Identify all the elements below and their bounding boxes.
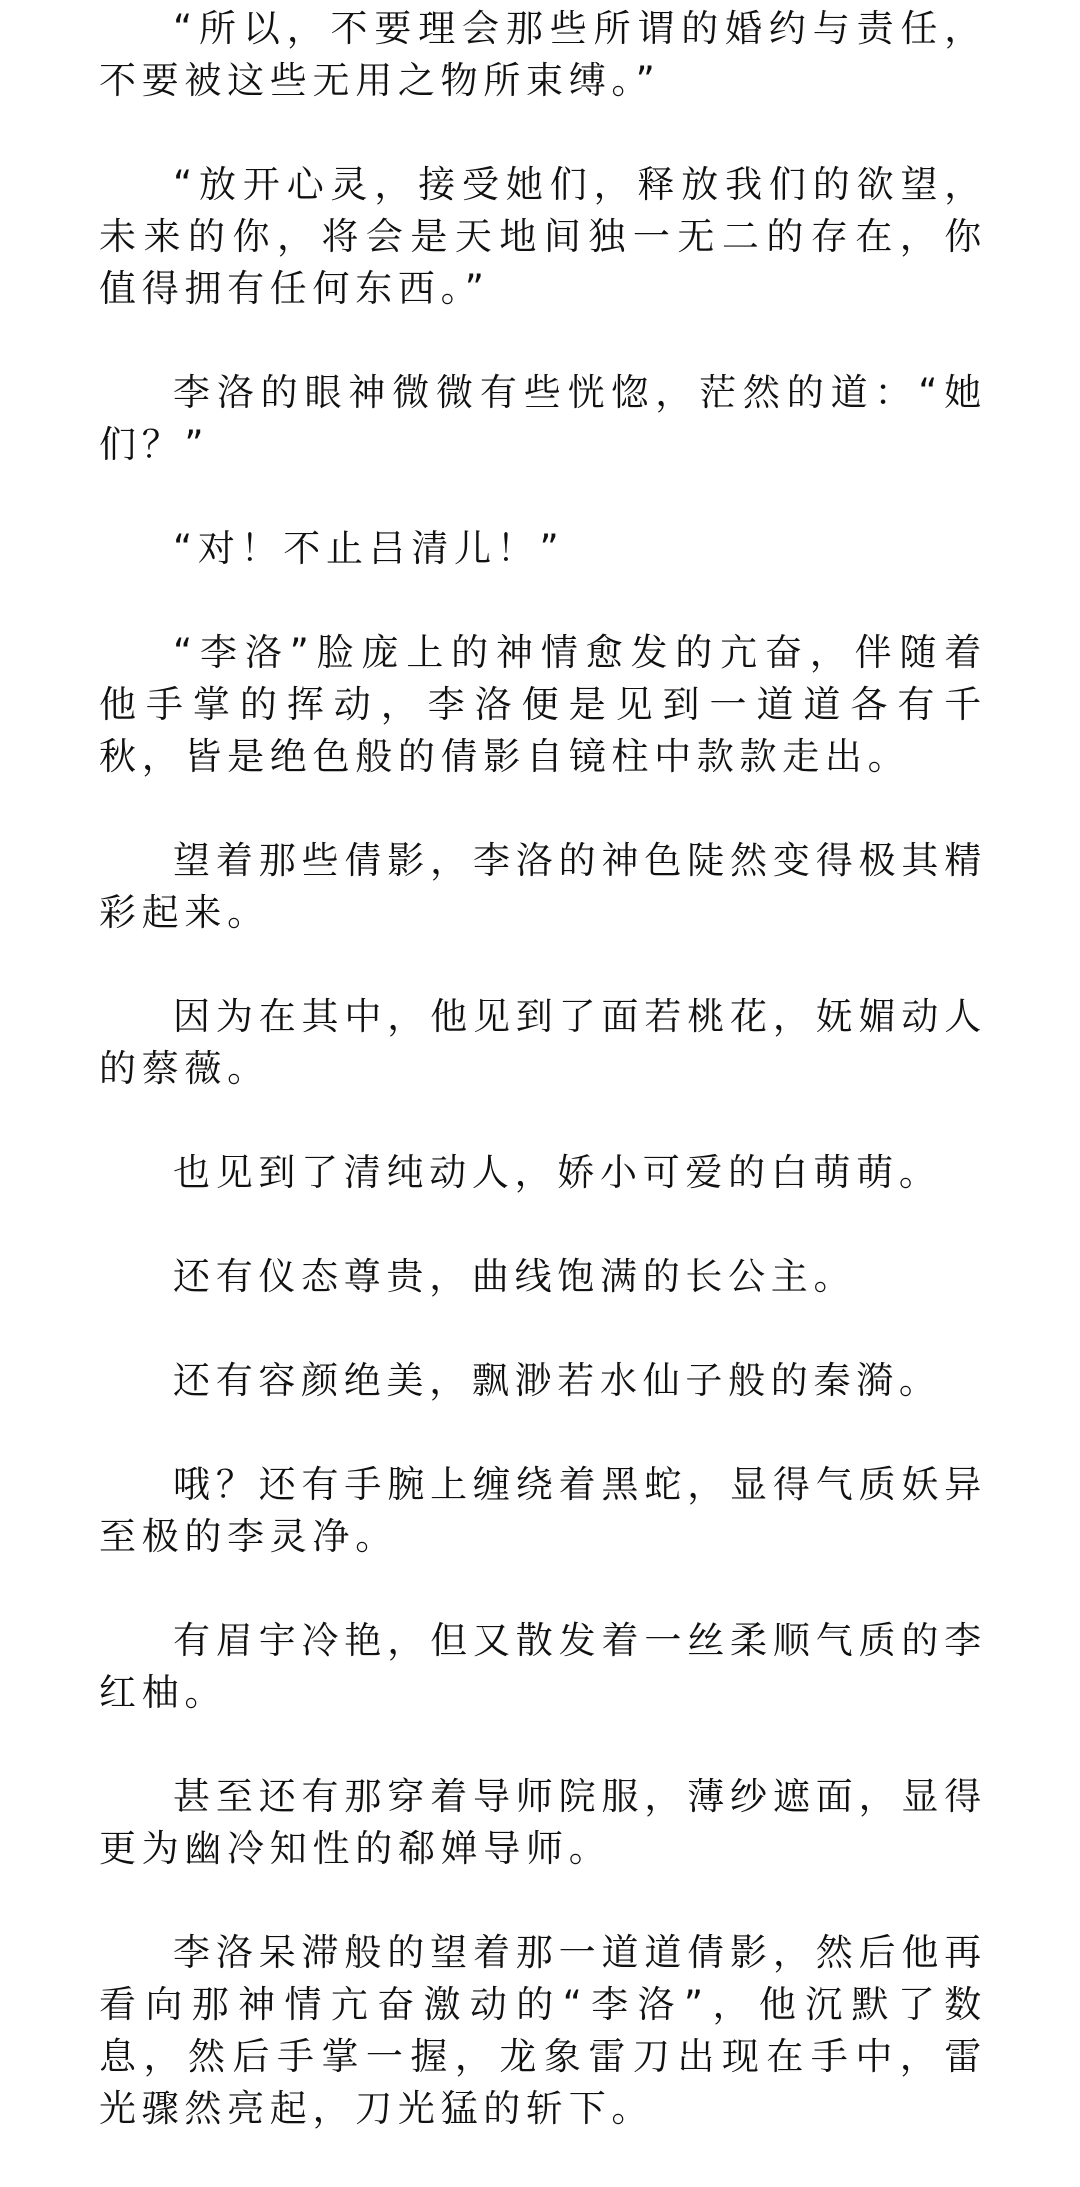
paragraph-7: 因为在其中，他见到了面若桃花，妩媚动人的蔡薇。 <box>99 995 987 1090</box>
paragraph-13: 甚至还有那穿着导师院服，薄纱遮面，显得更为幽冷知性的郗婵导师。 <box>99 1775 987 1870</box>
paragraph-4: “对！不止吕清儿！” <box>173 527 565 570</box>
paragraph-10: 还有容颜绝美，飘渺若水仙子般的秦漪。 <box>173 1359 942 1402</box>
paragraph-2: “放开心灵，接受她们，释放我们的欲望，未来的你，将会是天地间独一无二的存在，你值得拥有任何东西。” <box>99 163 987 310</box>
paragraph-12: 有眉宇冷艳，但又散发着一丝柔顺气质的李红柚。 <box>99 1619 987 1714</box>
paragraph-3: 李洛的眼神微微有些恍惚，茫然的道：“她们？” <box>99 371 987 466</box>
chapter-text <box>99 3 987 2187</box>
paragraph-11: 哦？还有手腕上缠绕着黑蛇，显得气质妖异至极的李灵净。 <box>99 1463 987 1558</box>
paragraph-1: “所以，不要理会那些所谓的婚约与责任，不要被这些无用之物所束缚。” <box>99 7 987 102</box>
paragraph-6: 望着那些倩影，李洛的神色陡然变得极其精彩起来。 <box>99 839 987 934</box>
paragraph-14: 李洛呆滞般的望着那一道道倩影，然后他再看向那神情亢奋激动的“李洛”，他沉默了数息，然后手掌一握，龙象雷刀出现在手中，雷光骤然亮起，刀光猛的斩下。 <box>99 1931 987 2130</box>
paragraph-5: “李洛”脸庞上的神情愈发的亢奋，伴随着他手掌的挥动，李洛便是见到一道道各有千秋，皆是绝色般的倩影自镜柱中款款走出。 <box>99 631 987 778</box>
paragraph-9: 还有仪态尊贵，曲线饱满的长公主。 <box>173 1255 857 1298</box>
paragraph-8: 也见到了清纯动人，娇小可爱的白萌萌。 <box>173 1151 942 1194</box>
